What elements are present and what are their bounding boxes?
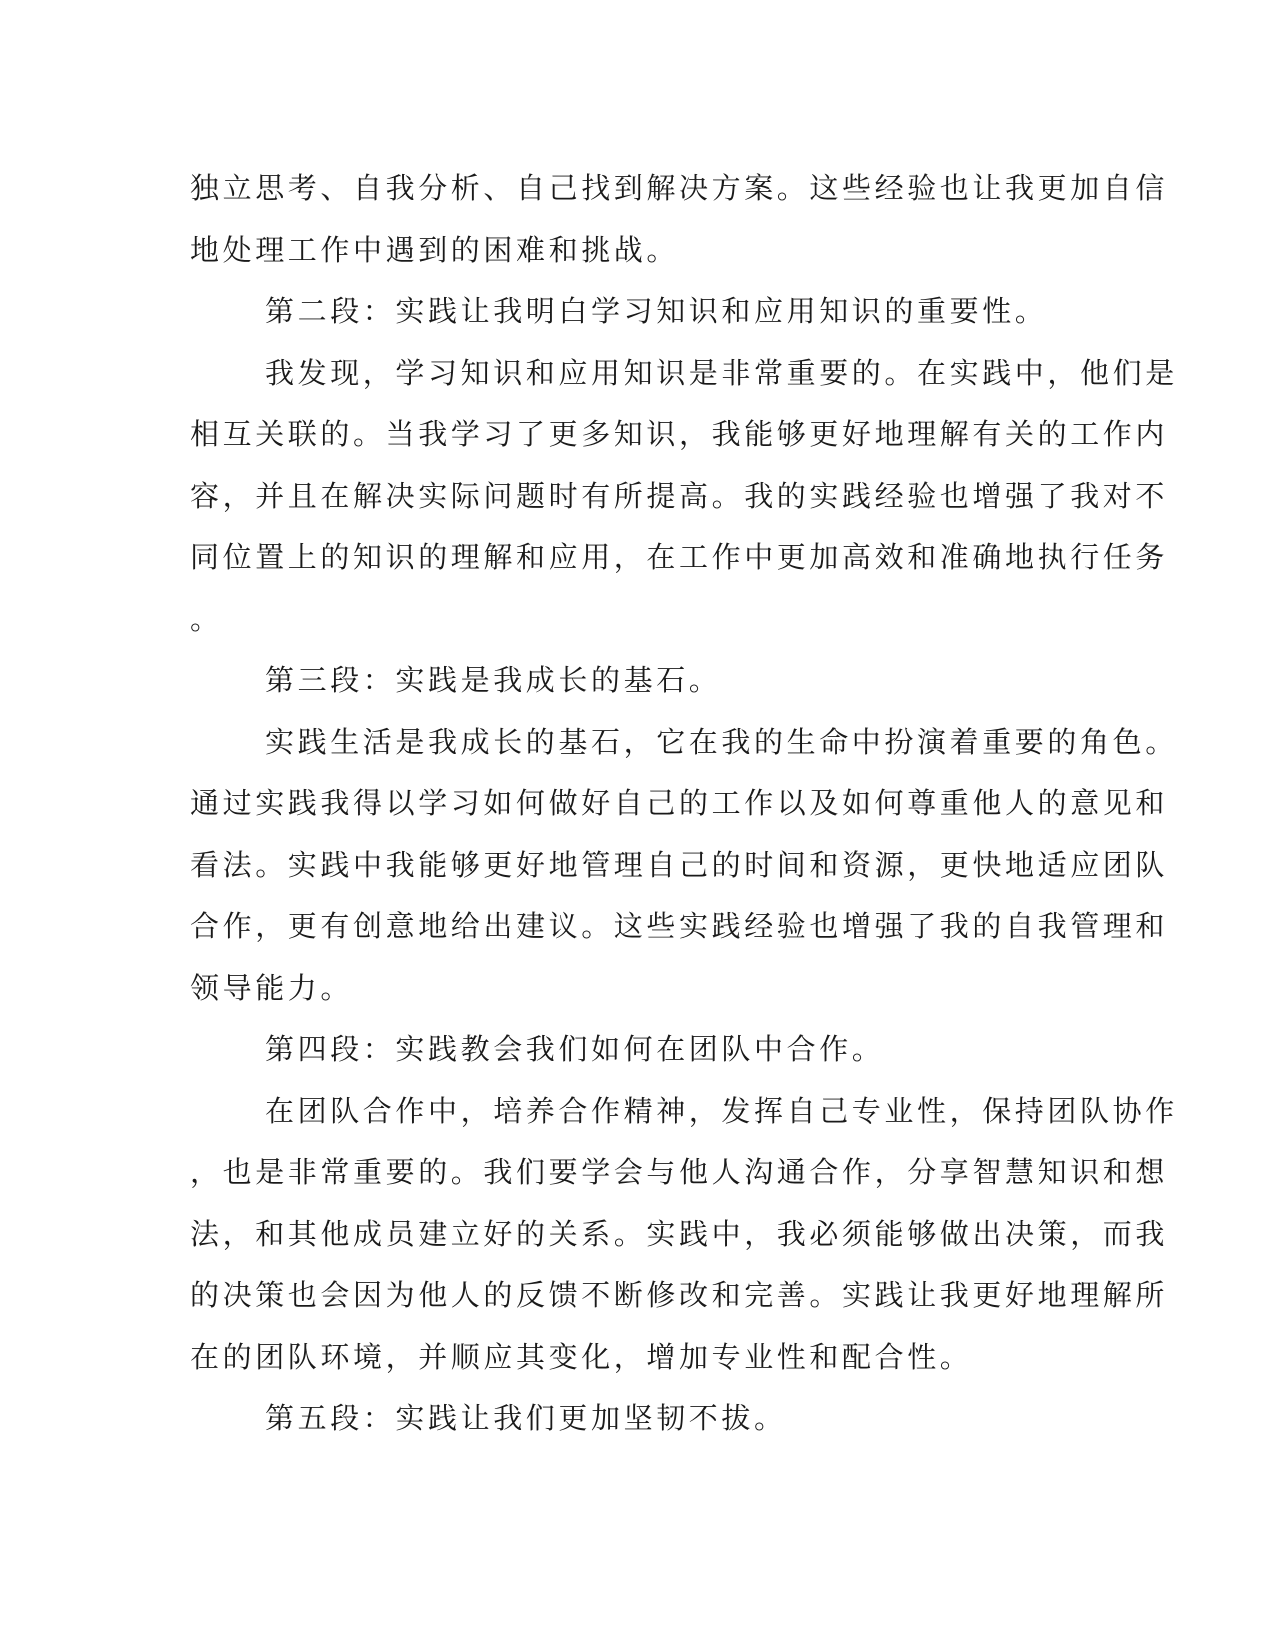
text-line: 的决策也会因为他人的反馈不断修改和完善。实践让我更好地理解所: [190, 1278, 1169, 1312]
text-line: 地处理工作中遇到的困难和挑战。: [190, 232, 680, 267]
section-heading: 第五段：实践让我们更加坚韧不拔。: [265, 1401, 787, 1435]
section-heading: 第四段：实践教会我们如何在团队中合作。: [265, 1032, 885, 1066]
text-line: 在团队合作中，培养合作精神，发挥自己专业性，保持团队协作: [265, 1093, 1178, 1128]
text-line: 在的团队环境，并顺应其变化，增加专业性和配合性。: [190, 1339, 973, 1374]
text-line: 我发现，学习知识和应用知识是非常重要的。在实践中，他们是: [265, 355, 1178, 390]
text-line: 独立思考、自我分析、自己找到解决方案。这些经验也让我更加自信: [190, 171, 1169, 205]
text-line: 合作，更有创意地给出建议。这些实践经验也增强了我的自我管理和: [190, 909, 1169, 943]
text-line: ，也是非常重要的。我们要学会与他人沟通合作，分享智慧知识和想: [190, 1155, 1169, 1189]
section-heading: 第三段：实践是我成长的基石。: [265, 663, 722, 697]
text-line: 。: [190, 601, 223, 636]
text-line: 通过实践我得以学习如何做好自己的工作以及如何尊重他人的意见和: [190, 786, 1169, 820]
text-line: 实践生活是我成长的基石，它在我的生命中扮演着重要的角色。: [265, 724, 1178, 759]
text-line: 相互关联的。当我学习了更多知识，我能够更好地理解有关的工作内: [190, 417, 1169, 451]
text-line: 同位置上的知识的理解和应用，在工作中更加高效和准确地执行任务: [190, 540, 1169, 574]
text-line: 容，并且在解决实际问题时有所提高。我的实践经验也增强了我对不: [190, 478, 1169, 513]
text-line: 看法。实践中我能够更好地管理自己的时间和资源，更快地适应团队: [190, 847, 1169, 882]
body-text: [190, 158, 1178, 1450]
section-heading: 第二段：实践让我明白学习知识和应用知识的重要性。: [265, 294, 1048, 328]
text-line: 法，和其他成员建立好的关系。实践中，我必须能够做出决策，而我: [190, 1216, 1169, 1251]
text-line: 领导能力。: [190, 970, 354, 1005]
